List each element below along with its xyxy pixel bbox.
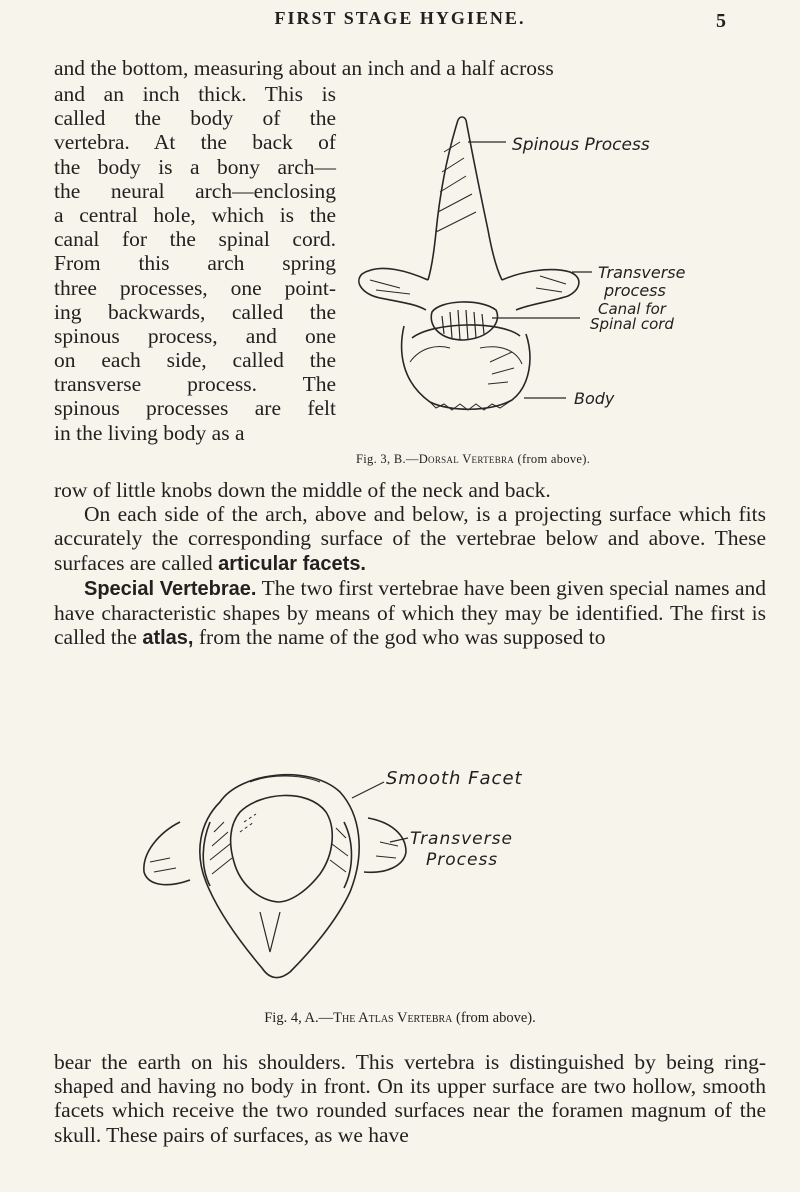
text-line: ing backwards, called the: [54, 299, 336, 324]
running-title: FIRST STAGE HYGIENE.: [274, 8, 526, 28]
text-line: called the body of the: [54, 106, 336, 131]
fig3-caption: [356, 452, 776, 467]
fig3-caption-suffix: (from above).: [517, 452, 591, 466]
text-line: and an inch thick. This is: [54, 82, 336, 106]
text-line: spinous process, and one: [54, 323, 336, 348]
body-bottom-paragraph: bear the earth on his shoulders. This vertebra is distinguished by being ring-shaped and having no body in front. On its upper surface are two hollow, smooth facets which receive the two rounded surfaces near the foramen magnum of the skull. These pairs of surfaces, as we have: [54, 1050, 766, 1147]
atlas-drawing: [144, 775, 406, 978]
fig3-caption-prefix: Fig. 3, B.—: [356, 452, 419, 466]
term-articular-facets: articular facets.: [218, 552, 366, 575]
text-line: on each side, called the: [54, 348, 336, 373]
fig4-caption-title: The Atlas Vertebra: [333, 1010, 453, 1026]
paragraph-1-end: row of little knobs down the middle of the neck and back.: [54, 478, 551, 502]
heading-special-vertebrae: Special Vertebrae.: [84, 577, 257, 600]
dorsal-vertebra-figure: [340, 112, 760, 432]
text-line: vertebra. At the back of: [54, 130, 336, 155]
text-line: From this arch spring: [54, 251, 336, 276]
label-body: Body: [574, 389, 615, 408]
wrapped-paragraph: [54, 82, 336, 445]
label-smooth-facet: Smooth Facet: [386, 768, 523, 789]
paragraph-3: [54, 576, 766, 651]
label-spinal-cord: Spinal cord: [590, 315, 674, 333]
fig4-caption: [0, 1010, 800, 1027]
label-transverse: Transverse: [410, 829, 513, 849]
page-number: 5: [716, 10, 726, 32]
label-process: Process: [426, 850, 499, 870]
fig4-caption-suffix: (from above).: [456, 1010, 536, 1026]
label-transverse-process-2: process: [604, 281, 666, 300]
text-line: transverse process. The: [54, 372, 336, 397]
text-line: the neural arch—enclosing: [54, 178, 336, 203]
text-line: three processes, one point-: [54, 275, 336, 300]
label-transverse-process: Transverse: [598, 263, 686, 282]
text-line: in the living body as a: [54, 420, 245, 445]
text-line: spinous processes are felt: [54, 396, 336, 421]
fig3-caption-title: Dorsal Vertebra: [418, 452, 515, 466]
paragraph-2-text: On each side of the arch, above and below, is a projecting surface which fits accurately the corresponding surface of the vertebrae below and above. These surfaces are called: [54, 502, 766, 575]
body-after-figure: [54, 478, 766, 650]
term-atlas: atlas,: [142, 627, 194, 650]
body-first-line: and the bottom, measuring about an inch and a half across: [54, 56, 554, 80]
vertebra-drawing: [359, 117, 579, 410]
fig4-caption-prefix: Fig. 4, A.—: [264, 1010, 334, 1026]
atlas-vertebra-figure: [140, 762, 640, 987]
label-canal: Canal for: [598, 300, 666, 318]
running-head: [0, 8, 800, 38]
paragraph-3-text: The two first vertebrae have been given special names and have characteristic shapes by means of which they may be identified. The first is called the: [54, 575, 767, 650]
text-line: the body is a bony arch—: [54, 154, 336, 179]
label-spinous-process: Spinous Process: [512, 135, 650, 155]
text-line: a central hole, which is the: [54, 202, 336, 227]
paragraph-3-text-end: from the name of the god who was supposed to: [198, 625, 606, 650]
text-line: canal for the spinal cord.: [54, 227, 336, 252]
paragraph-2: [54, 502, 766, 576]
